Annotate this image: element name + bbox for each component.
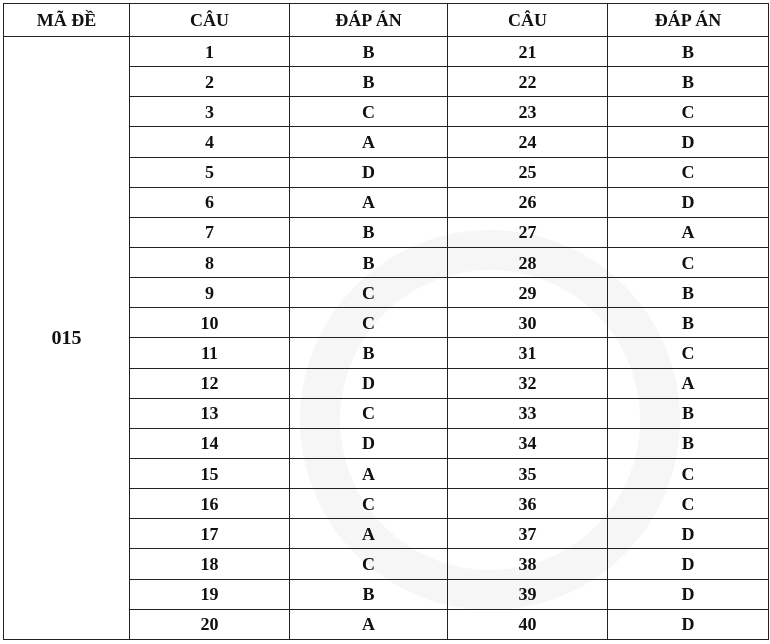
answer-left: A: [290, 127, 448, 157]
answer-right: C: [608, 489, 769, 519]
question-number-left: 10: [130, 308, 290, 338]
answer-left: B: [290, 217, 448, 247]
answer-right: C: [608, 157, 769, 187]
question-number-right: 27: [448, 217, 608, 247]
answer-right: C: [608, 247, 769, 277]
question-number-left: 7: [130, 217, 290, 247]
answer-right: C: [608, 458, 769, 488]
question-number-left: 4: [130, 127, 290, 157]
question-number-left: 17: [130, 519, 290, 549]
answer-right: D: [608, 549, 769, 579]
question-number-right: 32: [448, 368, 608, 398]
question-number-right: 35: [448, 458, 608, 488]
question-number-left: 15: [130, 458, 290, 488]
answer-left: A: [290, 519, 448, 549]
question-number-right: 38: [448, 549, 608, 579]
header-exam-code: MÃ ĐỀ: [4, 4, 130, 37]
question-number-right: 31: [448, 338, 608, 368]
answer-right: C: [608, 338, 769, 368]
answer-left: A: [290, 609, 448, 639]
answer-right: B: [608, 428, 769, 458]
answer-right: D: [608, 519, 769, 549]
question-number-right: 21: [448, 37, 608, 67]
question-number-right: 29: [448, 278, 608, 308]
answer-right: D: [608, 127, 769, 157]
header-question-left: CÂU: [130, 4, 290, 37]
answer-key-table: [3, 3, 769, 640]
answer-right: D: [608, 609, 769, 639]
answer-left: B: [290, 338, 448, 368]
question-number-right: 39: [448, 579, 608, 609]
answer-left: D: [290, 157, 448, 187]
answer-left: C: [290, 278, 448, 308]
answer-right: B: [608, 67, 769, 97]
answer-left: C: [290, 308, 448, 338]
question-number-right: 37: [448, 519, 608, 549]
question-number-left: 13: [130, 398, 290, 428]
question-number-right: 23: [448, 97, 608, 127]
question-number-right: 24: [448, 127, 608, 157]
answer-left: C: [290, 97, 448, 127]
answer-left: C: [290, 398, 448, 428]
question-number-left: 6: [130, 187, 290, 217]
header-row: [4, 4, 769, 37]
question-number-left: 5: [130, 157, 290, 187]
question-number-left: 12: [130, 368, 290, 398]
answer-right: A: [608, 217, 769, 247]
question-number-right: 40: [448, 609, 608, 639]
answer-right: B: [608, 398, 769, 428]
answer-right: B: [608, 308, 769, 338]
question-number-right: 26: [448, 187, 608, 217]
answer-right: D: [608, 187, 769, 217]
question-number-left: 3: [130, 97, 290, 127]
header-answer-right: ĐÁP ÁN: [608, 4, 769, 37]
question-number-left: 20: [130, 609, 290, 639]
answer-left: D: [290, 428, 448, 458]
header-question-right: CÂU: [448, 4, 608, 37]
question-number-right: 28: [448, 247, 608, 277]
question-number-left: 9: [130, 278, 290, 308]
question-number-right: 30: [448, 308, 608, 338]
question-number-left: 2: [130, 67, 290, 97]
answer-left: B: [290, 37, 448, 67]
answer-left: D: [290, 368, 448, 398]
question-number-left: 8: [130, 247, 290, 277]
answer-left: A: [290, 458, 448, 488]
answer-left: C: [290, 549, 448, 579]
question-number-left: 1: [130, 37, 290, 67]
question-number-right: 36: [448, 489, 608, 519]
question-number-left: 11: [130, 338, 290, 368]
question-number-right: 22: [448, 67, 608, 97]
question-number-left: 16: [130, 489, 290, 519]
table-row: [4, 37, 769, 67]
question-number-right: 25: [448, 157, 608, 187]
header-answer-left: ĐÁP ÁN: [290, 4, 448, 37]
answer-left: B: [290, 579, 448, 609]
answer-left: B: [290, 67, 448, 97]
exam-code-cell: 015: [4, 37, 130, 640]
answer-right: A: [608, 368, 769, 398]
question-number-left: 18: [130, 549, 290, 579]
question-number-right: 33: [448, 398, 608, 428]
answer-left: A: [290, 187, 448, 217]
answer-right: B: [608, 278, 769, 308]
answer-right: D: [608, 579, 769, 609]
question-number-right: 34: [448, 428, 608, 458]
answer-right: C: [608, 97, 769, 127]
question-number-left: 14: [130, 428, 290, 458]
answer-left: B: [290, 247, 448, 277]
question-number-left: 19: [130, 579, 290, 609]
answer-left: C: [290, 489, 448, 519]
answer-right: B: [608, 37, 769, 67]
